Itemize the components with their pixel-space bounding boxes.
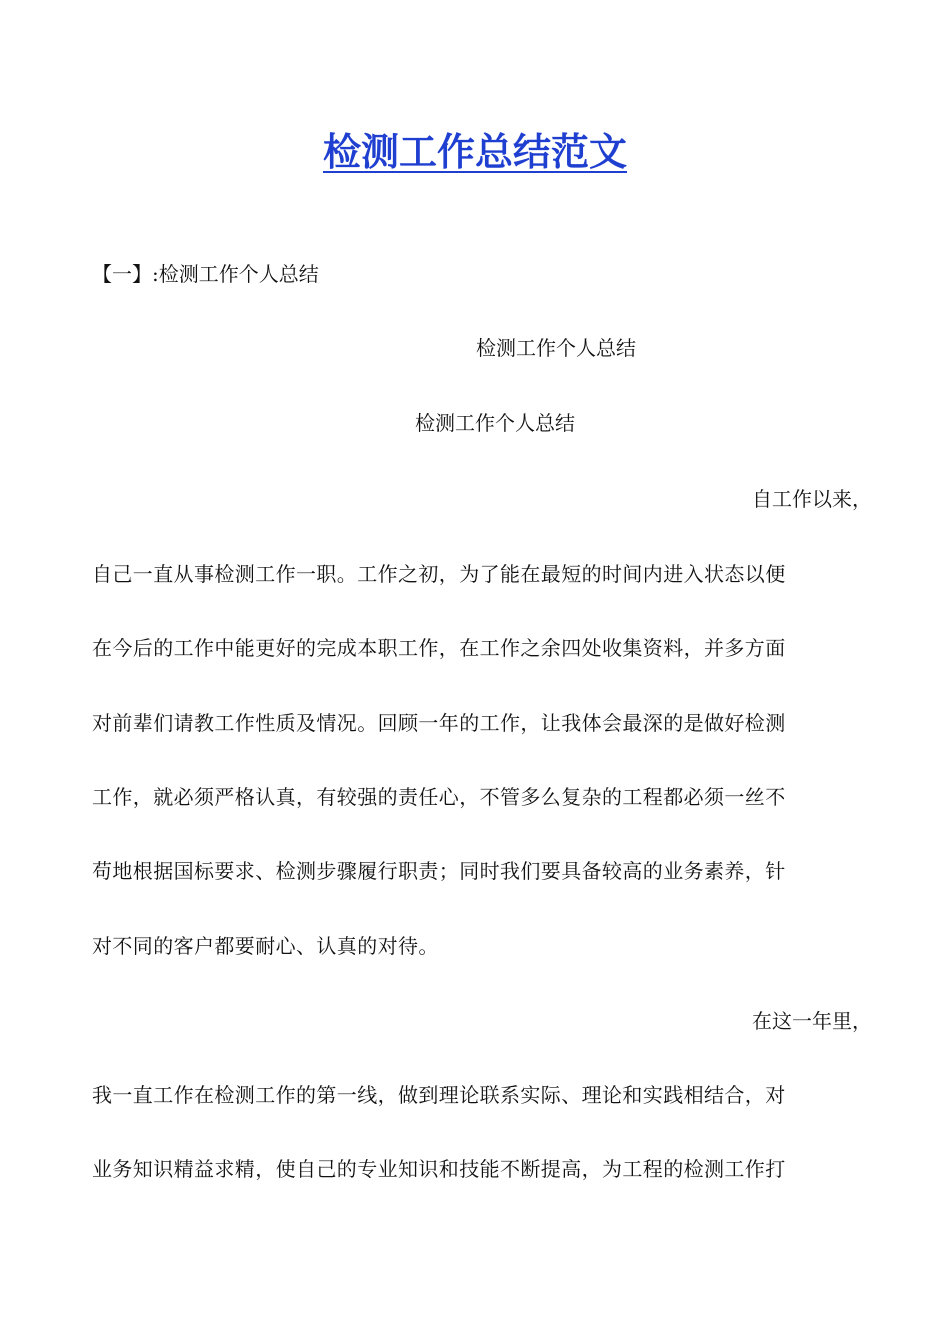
paragraph-1-line: 苟地根据国标要求、检测步骤履行职责；同时我们要具备较高的业务素养，针 <box>92 859 786 883</box>
document-title: 检测工作总结范文 <box>322 130 627 174</box>
subtitle-first: 检测工作个人总结 <box>476 336 636 360</box>
paragraph-1-line: 工作，就必须严格认真，有较强的责任心，不管多么复杂的工程都必须一丝不 <box>92 785 786 809</box>
paragraph-2-line: 我一直工作在检测工作的第一线，做到理论联系实际、理论和实践相结合，对 <box>92 1083 786 1107</box>
paragraph-1-line: 在今后的工作中能更好的完成本职工作，在工作之余四处收集资料，并多方面 <box>92 636 786 660</box>
section-heading: 【一】:检测工作个人总结 <box>92 262 319 286</box>
paragraph-1-line: 自己一直从事检测工作一职。工作之初，为了能在最短的时间内进入状态以便 <box>92 562 786 586</box>
paragraph-2-opening: 在这一年里， <box>752 1009 872 1033</box>
paragraph-1-line: 对不同的客户都要耐心、认真的对待。 <box>92 934 439 958</box>
subtitle-second: 检测工作个人总结 <box>415 411 575 435</box>
paragraph-1-line: 对前辈们请教工作性质及情况。回顾一年的工作，让我体会最深的是做好检测 <box>92 711 786 735</box>
paragraph-1-opening: 自工作以来， <box>752 487 872 511</box>
paragraph-2-line: 业务知识精益求精，使自己的专业知识和技能不断提高，为工程的检测工作打 <box>92 1157 786 1181</box>
